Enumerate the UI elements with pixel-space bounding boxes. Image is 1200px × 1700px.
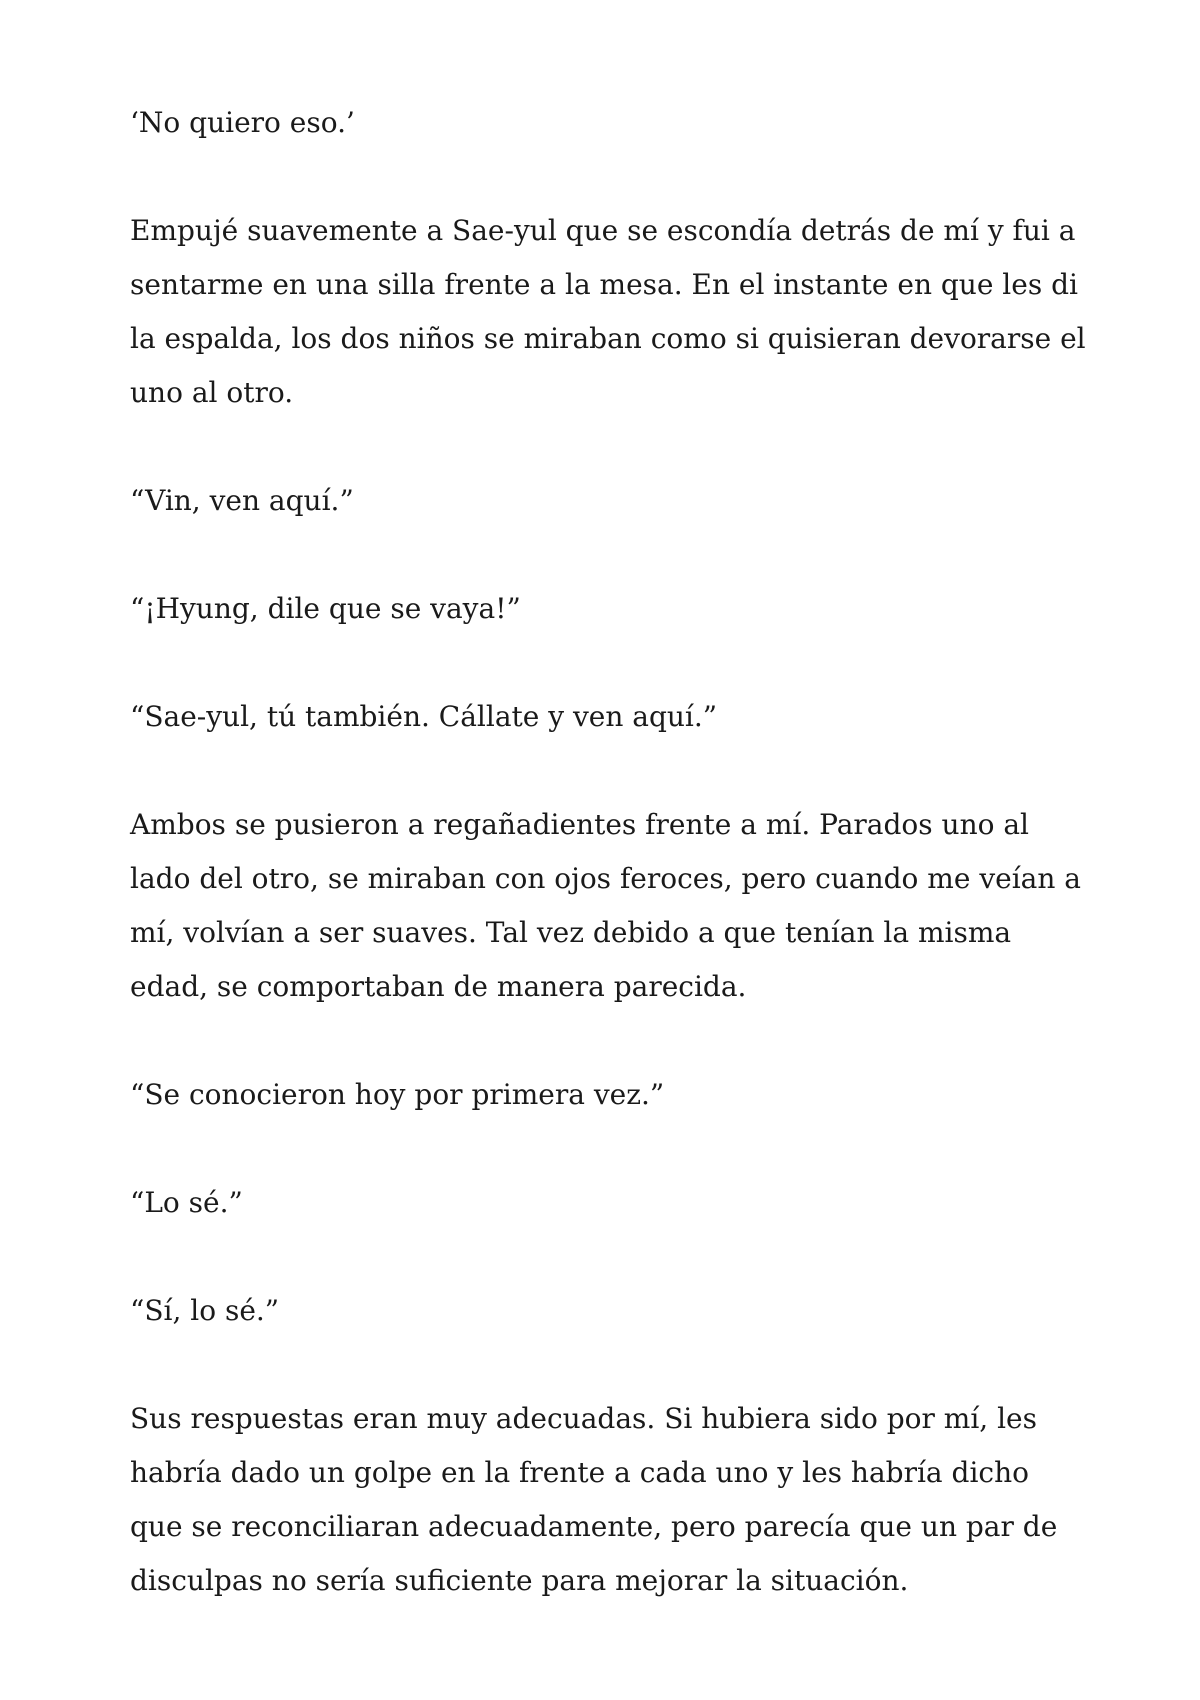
paragraph-narration: Ambos se pusieron a regañadientes frente a mí. Parados uno al lado del otro, se miraban con ojos feroces, pero cuando me veían a mí, volvían a ser suaves. Tal vez debido a que tenían la misma edad, se comportaban de manera parecida. xyxy=(130,808,1081,1003)
paragraph-dialogue: “Vin, ven aquí.” xyxy=(130,484,354,517)
paragraph-narration: Sus respuestas eran muy adecuadas. Si hubiera sido por mí, les habría dado un golpe en la frente a cada uno y les habría dicho que se reconciliaran adecuadamente, pero parecía que un par de disculpas no sería suficiente para mejorar la situación. xyxy=(130,1402,1058,1597)
document-page xyxy=(130,96,1090,1608)
paragraph-dialogue: “¡Hyung, dile que se vaya!” xyxy=(130,592,521,625)
paragraph-dialogue: “Sae-yul, tú también. Cállate y ven aquí.” xyxy=(130,700,718,733)
paragraph-dialogue: “Se conocieron hoy por primera vez.” xyxy=(130,1078,665,1111)
paragraph-dialogue: “Sí, lo sé.” xyxy=(130,1294,280,1327)
paragraph-dialogue: “Lo sé.” xyxy=(130,1186,243,1219)
paragraph-inner-thought: ‘No quiero eso.’ xyxy=(130,106,355,139)
paragraph-narration: Empujé suavemente a Sae-yul que se escondía detrás de mí y fui a sentarme en una silla frente a la mesa. En el instante en que les di la espalda, los dos niños se miraban como si quisieran devorarse el uno al otro. xyxy=(130,214,1086,409)
